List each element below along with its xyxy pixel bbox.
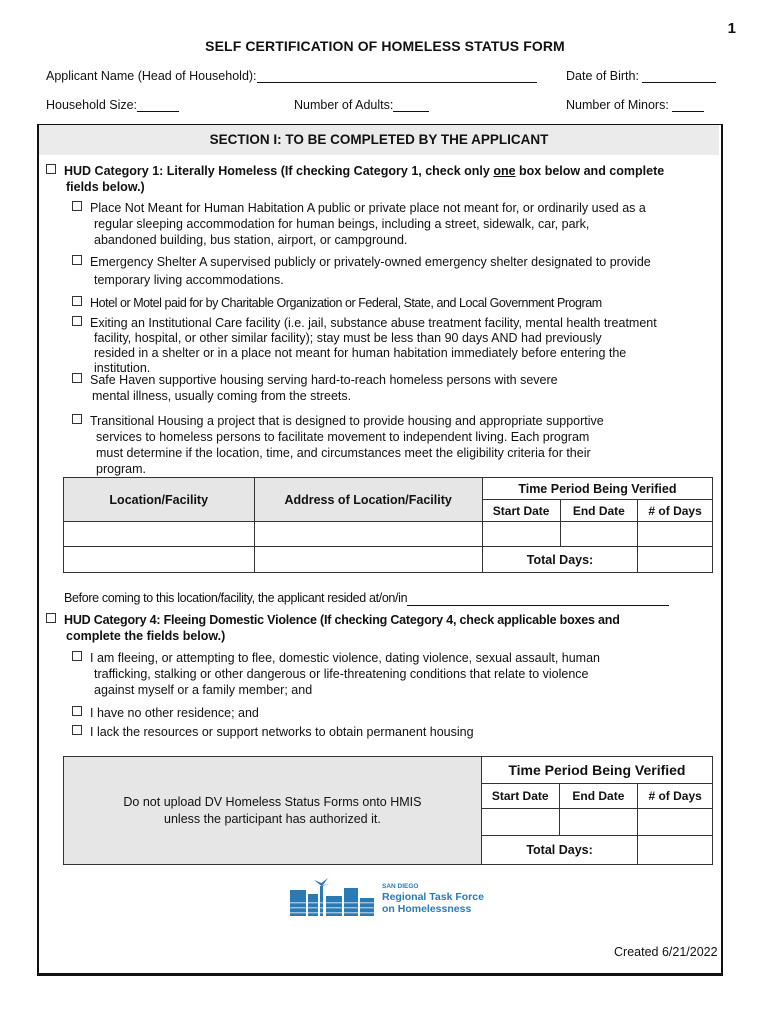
category-1-one: one [493, 164, 516, 178]
category-4-text: HUD Category 4: Fleeing Domestic Violence (If checking Category 4, check applicable boxes and [64, 613, 620, 627]
category-4-checkbox[interactable] [46, 613, 56, 623]
category-1-text: HUD Category 1: Literally Homeless (If checking Category 1, check only [64, 164, 494, 178]
option-shelter-text: Emergency Shelter A supervised publicly or privately-owned emergency shelter designated to provide [90, 255, 651, 269]
dv-fleeing-text-2: trafficking, stalking or other dangerous or life-threatening conditions that relate to violence [94, 667, 589, 681]
category-4-option[interactable] [46, 612, 620, 628]
option-shelter[interactable] [72, 254, 651, 270]
option-street-checkbox[interactable] [72, 201, 82, 211]
days-cell[interactable] [638, 522, 713, 547]
dv-end-date-cell[interactable] [559, 809, 638, 836]
option-hotel[interactable] [72, 295, 602, 311]
option-institution-text-3: resided in a shelter or in a place not meant for human habitation immediately before entering the [94, 346, 627, 360]
option-safe-haven-text: Safe Haven supportive housing serving hard-to-reach homeless persons with severe [90, 373, 558, 387]
option-hotel-text: Hotel or Motel paid for by Charitable Organization or Federal, State, and Local Government Program [90, 296, 602, 310]
dv-time-period-header: Time Period Being Verified [481, 757, 712, 784]
total-days-cell[interactable] [638, 547, 713, 573]
total-days-label: Total Days: [482, 547, 637, 573]
option-transitional[interactable] [72, 413, 604, 429]
logo-line-2: Regional Task Force [382, 891, 484, 903]
option-street-text: Place Not Meant for Human Habitation A public or private place not meant for, or ordinarily used as a [90, 201, 646, 215]
household-size-label: Household Size: [46, 98, 138, 112]
dv-table [63, 756, 713, 865]
dv-fleeing-text-3: against myself or a family member; and [94, 683, 313, 697]
category-4-text-2: complete the fields below.) [66, 629, 226, 643]
option-street-text-2: regular sleeping accommodation for human beings, including a street, sidewalk, car, park, [94, 217, 590, 231]
option-street-text-3: abandoned building, bus station, airport, or campground. [94, 233, 408, 247]
location-cell[interactable] [64, 522, 255, 547]
option-transitional-text: Transitional Housing a project that is designed to provide housing and appropriate supportive [90, 414, 604, 428]
dv-end-date-header: End Date [559, 784, 638, 809]
option-institution-text-2: facility, hospital, or other similar facility); stay must be less than 90 days AND had previously [94, 331, 602, 345]
option-transitional-text-3: must determine if the location, time, and circumstances meet the eligibility criteria for their [96, 446, 591, 460]
option-institution-text: Exiting an Institutional Care facility (i.e. jail, substance abuse treatment facility, mental health treatment [90, 316, 657, 330]
logo-skyline-icon [290, 876, 376, 916]
days-header: # of Days [638, 500, 713, 522]
prior-residence-line[interactable] [407, 592, 669, 606]
household-size-field[interactable] [46, 98, 179, 112]
section-1-title: SECTION I: TO BE COMPLETED BY THE APPLICANT [39, 125, 719, 155]
household-size-line[interactable] [137, 98, 179, 112]
address-cell[interactable] [254, 522, 482, 547]
dv-days-header: # of Days [638, 784, 713, 809]
option-institution-text-4: institution. [94, 361, 151, 375]
time-period-header: Time Period Being Verified [482, 478, 712, 500]
dv-start-date-header: Start Date [481, 784, 559, 809]
option-institution[interactable] [72, 315, 657, 331]
option-transitional-text-2: services to homeless persons to facilitate movement to independent living. Each program [96, 430, 590, 444]
option-transitional-text-4: program. [96, 462, 147, 476]
start-date-header: Start Date [482, 500, 560, 522]
logo-line-3: on Homelessness [382, 903, 472, 915]
option-shelter-text-2: temporary living accommodations. [94, 273, 284, 287]
dob-field[interactable] [566, 69, 716, 83]
col-location-header: Location/Facility [64, 478, 255, 522]
created-date: Created 6/21/2022 [614, 945, 718, 959]
applicant-name-label: Applicant Name (Head of Household): [46, 69, 257, 83]
minors-field[interactable] [566, 98, 704, 112]
start-date-cell[interactable] [482, 522, 560, 547]
option-institution-checkbox[interactable] [72, 316, 82, 326]
dv-total-days-cell[interactable] [638, 836, 713, 865]
dv-fleeing-checkbox[interactable] [72, 651, 82, 661]
dv-start-date-cell[interactable] [481, 809, 559, 836]
dv-no-residence-text: I have no other residence; and [90, 706, 259, 720]
applicant-name-line[interactable] [257, 69, 537, 83]
end-date-cell[interactable] [560, 522, 638, 547]
rtfh-logo [290, 876, 490, 918]
option-safe-haven-text-2: mental illness, usually coming from the streets. [92, 389, 352, 403]
dv-note-cell [64, 757, 482, 865]
adults-line[interactable] [393, 98, 429, 112]
dv-no-resources-text: I lack the resources or support networks to obtain permanent housing [90, 725, 474, 739]
dv-no-resources[interactable] [72, 724, 474, 740]
category-1-text-b: box below and complete [515, 164, 665, 178]
option-hotel-checkbox[interactable] [72, 296, 82, 306]
prior-residence-field[interactable] [64, 590, 669, 606]
dv-fleeing-text: I am fleeing, or attempting to flee, domestic violence, dating violence, sexual assault, human [90, 651, 601, 665]
dv-total-days-label: Total Days: [481, 836, 637, 865]
category-1-text-c: fields below.) [66, 180, 145, 194]
option-shelter-checkbox[interactable] [72, 255, 82, 265]
adults-field[interactable] [294, 98, 429, 112]
dv-days-cell[interactable] [638, 809, 713, 836]
dob-label: Date of Birth: [566, 69, 639, 83]
minors-label: Number of Minors: [566, 98, 669, 112]
location-cell-2[interactable] [64, 547, 255, 573]
option-street[interactable] [72, 200, 646, 216]
location-table [63, 477, 713, 573]
dv-no-residence-checkbox[interactable] [72, 706, 82, 716]
logo-line-1: SAN DIEGO [382, 883, 419, 890]
option-safe-haven-checkbox[interactable] [72, 373, 82, 383]
adults-label: Number of Adults: [294, 98, 394, 112]
dv-note-line-2: unless the participant has authorized it. [164, 811, 381, 826]
form-title: SELF CERTIFICATION OF HOMELESS STATUS FORM [205, 38, 565, 54]
dob-line[interactable] [642, 69, 716, 83]
minors-line[interactable] [672, 98, 704, 112]
col-address-header: Address of Location/Facility [254, 478, 482, 522]
end-date-header: End Date [560, 500, 638, 522]
prior-residence-label: Before coming to this location/facility, the applicant resided at/on/in [64, 591, 408, 605]
address-cell-2[interactable] [254, 547, 482, 573]
dv-no-residence[interactable] [72, 705, 259, 721]
applicant-name-field[interactable] [46, 69, 537, 83]
dv-no-resources-checkbox[interactable] [72, 725, 82, 735]
dv-note-line-1: Do not upload DV Homeless Status Forms onto HMIS [123, 794, 422, 809]
dv-fleeing[interactable] [72, 650, 600, 666]
option-safe-haven[interactable] [72, 372, 558, 388]
category-1-checkbox[interactable] [46, 164, 56, 174]
page-number: 1 [727, 20, 736, 37]
category-1-option[interactable] [46, 163, 664, 179]
option-transitional-checkbox[interactable] [72, 414, 82, 424]
